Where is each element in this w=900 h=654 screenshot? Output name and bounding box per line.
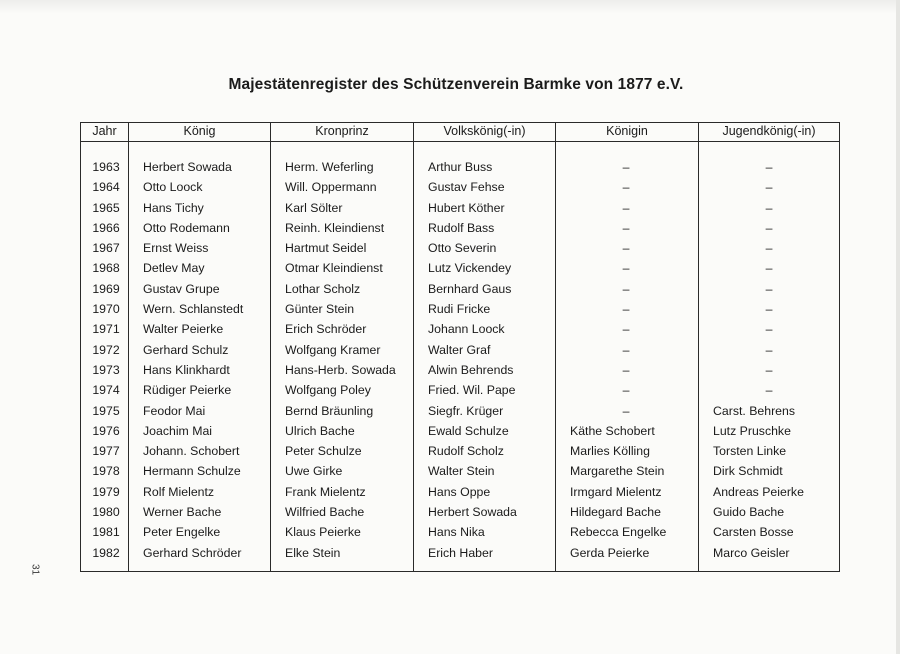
cell-jugendkoenig: Carst. Behrens [713,403,796,418]
table-row [81,522,839,542]
cell-koenigin: – [622,281,630,296]
cell-kronprinz: Will. Oppermann [285,180,377,195]
cell-koenig: Otto Loock [143,180,203,195]
cell-koenigin: Rebecca Engelke [570,525,667,540]
cell-koenigin: – [622,403,630,418]
cell-jahr: 1964 [92,180,120,195]
cell-kronprinz: Lothar Scholz [285,281,361,296]
cell-jahr: 1975 [92,403,120,418]
cell-koenig: Hermann Schulze [143,464,241,479]
cell-volkskoenig: Rudolf Bass [428,220,495,235]
cell-jahr: 1974 [92,383,120,398]
cell-kronprinz: Otmar Kleindienst [285,261,383,276]
table-row [81,340,839,360]
table-row [81,380,839,400]
cell-kronprinz: Hans-Herb. Sowada [285,362,396,377]
cell-volkskoenig: Fried. Wil. Pape [428,383,516,398]
cell-volkskoenig: Ewald Schulze [428,423,509,438]
cell-koenig: Walter Peierke [143,322,224,337]
cell-koenigin: Hildegard Bache [570,505,661,520]
cell-jahr: 1970 [92,302,120,317]
cell-jugendkoenig: Marco Geisler [713,545,790,560]
cell-jahr: 1973 [92,362,120,377]
document-title: Majestätenregister des Schützenverein Barmke von 1877 e.V. [228,76,684,93]
cell-kronprinz: Erich Schröder [285,322,367,337]
cell-koenig: Gustav Grupe [143,281,220,296]
cell-koenig: Herbert Sowada [143,160,232,174]
cell-koenigin: – [622,383,630,398]
table-row [81,441,839,461]
cell-koenigin: – [622,180,630,195]
table-row [81,198,839,218]
cell-jahr: 1979 [92,484,120,499]
cell-koenig: Gerhard Schulz [143,342,229,357]
table-row [81,279,839,299]
column-header-kronprinz: Kronprinz [315,124,369,138]
cell-kronprinz: Wolfgang Kramer [285,342,381,357]
cell-volkskoenig: Erich Haber [428,545,493,560]
cell-jahr: 1963 [92,160,120,174]
cell-jahr: 1981 [92,525,120,540]
cell-jahr: 1965 [92,200,120,215]
column-header-jahr: Jahr [92,124,117,138]
cell-jugendkoenig: Guido Bache [713,505,785,520]
cell-koenig: Rolf Mielentz [143,484,215,499]
majestaeten-register-table [80,122,840,572]
cell-kronprinz: Herm. Weferling [285,160,374,174]
cell-volkskoenig: Arthur Buss [428,160,493,174]
cell-kronprinz: Günter Stein [285,302,355,317]
cell-jugendkoenig: – [765,281,773,296]
cell-koenigin: Irmgard Mielentz [570,484,662,499]
header-divider [81,141,839,142]
cell-jugendkoenig: Dirk Schmidt [713,464,783,479]
cell-jugendkoenig: – [765,383,773,398]
cell-jahr: 1966 [92,220,120,235]
cell-volkskoenig: Siegfr. Krüger [428,403,504,418]
cell-jugendkoenig: – [765,180,773,195]
cell-jugendkoenig: – [765,322,773,337]
cell-kronprinz: Wilfried Bache [285,505,365,520]
cell-jugendkoenig: – [765,241,773,256]
column-header-koenig: König [183,124,216,138]
cell-koenig: Wern. Schlanstedt [143,302,244,317]
cell-jugendkoenig: – [765,362,773,377]
cell-kronprinz: Frank Mielentz [285,484,366,499]
cell-jahr: 1968 [92,261,120,276]
cell-kronprinz: Bernd Bräunling [285,403,374,418]
cell-jahr: 1978 [92,464,120,479]
page-right-edge [896,0,900,654]
cell-jugendkoenig: – [765,261,773,276]
cell-jahr: 1976 [92,423,120,438]
cell-kronprinz: Klaus Peierke [285,525,361,540]
cell-kronprinz: Peter Schulze [285,444,362,459]
cell-jugendkoenig: Carsten Bosse [713,525,794,540]
cell-jahr: 1969 [92,281,120,296]
cell-koenig: Detlev May [143,261,205,276]
cell-volkskoenig: Hans Nika [428,525,485,540]
table-row [81,502,839,522]
cell-koenig: Feodor Mai [143,403,206,418]
cell-volkskoenig: Herbert Sowada [428,505,517,520]
cell-volkskoenig: Bernhard Gaus [428,281,512,296]
table-body [81,157,839,563]
cell-volkskoenig: Lutz Vickendey [428,261,512,276]
column-header-jugendkoenig: Jugendkönig(-in) [722,124,816,138]
table-row [81,177,839,197]
cell-koenig: Otto Rodemann [143,220,230,235]
cell-kronprinz: Karl Sölter [285,200,343,215]
table-row [81,360,839,380]
table-row [81,421,839,441]
cell-jugendkoenig: Lutz Pruschke [713,423,791,438]
cell-koenigin: Käthe Schobert [570,423,655,438]
cell-volkskoenig: Otto Severin [428,241,497,256]
cell-koenigin: – [622,362,630,377]
cell-koenig: Peter Engelke [143,525,221,540]
cell-jugendkoenig: – [765,342,773,357]
cell-volkskoenig: Hans Oppe [428,484,491,499]
cell-koenigin: – [622,261,630,276]
cell-volkskoenig: Gustav Fehse [428,180,505,195]
cell-jahr: 1971 [92,322,120,337]
cell-koenigin: – [622,160,630,174]
cell-koenigin: – [622,342,630,357]
table-row [81,218,839,238]
table-row [81,319,839,339]
column-header-volkskoenig: Volkskönig(-in) [443,124,526,138]
cell-koenigin: – [622,322,630,337]
cell-volkskoenig: Hubert Köther [428,200,505,215]
cell-jugendkoenig: – [765,220,773,235]
cell-volkskoenig: Rudi Fricke [428,302,491,317]
cell-koenig: Werner Bache [143,505,222,520]
table-row [81,157,839,177]
table-row [81,461,839,481]
cell-kronprinz: Reinh. Kleindienst [285,220,385,235]
cell-koenigin: Margarethe Stein [570,464,665,479]
table-header-row [81,123,839,141]
cell-kronprinz: Elke Stein [285,545,341,560]
cell-jugendkoenig: – [765,302,773,317]
cell-koenigin: Gerda Peierke [570,545,650,560]
cell-kronprinz: Wolfgang Poley [285,383,371,398]
cell-koenig: Hans Tichy [143,200,204,215]
cell-koenigin: – [622,241,630,256]
cell-jahr: 1980 [92,505,120,520]
cell-koenig: Johann. Schobert [143,444,240,459]
cell-volkskoenig: Walter Graf [428,342,491,357]
cell-jugendkoenig: – [765,160,773,174]
cell-koenig: Hans Klinkhardt [143,362,230,377]
cell-koenigin: – [622,220,630,235]
cell-jahr: 1967 [92,241,120,256]
cell-koenigin: – [622,200,630,215]
page-top-edge [0,0,900,14]
table-row [81,482,839,502]
column-header-koenigin: Königin [606,124,648,138]
table-row [81,401,839,421]
cell-volkskoenig: Walter Stein [428,464,495,479]
cell-jahr: 1977 [92,444,120,459]
cell-koenig: Gerhard Schröder [143,545,242,560]
cell-koenig: Ernst Weiss [143,241,209,256]
cell-volkskoenig: Rudolf Scholz [428,444,504,459]
cell-jahr: 1972 [92,342,120,357]
cell-kronprinz: Ulrich Bache [285,423,355,438]
page-number: 31 [29,563,41,576]
cell-jahr: 1982 [92,545,120,560]
cell-koenigin: – [622,302,630,317]
cell-koenigin: Marlies Kölling [570,444,650,459]
cell-jugendkoenig: – [765,200,773,215]
cell-volkskoenig: Johann Loock [428,322,505,337]
cell-kronprinz: Uwe Girke [285,464,343,479]
table-row [81,238,839,258]
table-row [81,258,839,278]
table-row [81,299,839,319]
cell-jugendkoenig: Torsten Linke [713,444,787,459]
cell-volkskoenig: Alwin Behrends [428,362,514,377]
cell-jugendkoenig: Andreas Peierke [713,484,804,499]
cell-kronprinz: Hartmut Seidel [285,241,367,256]
cell-koenig: Rüdiger Peierke [143,383,232,398]
cell-koenig: Joachim Mai [143,423,213,438]
table-row [81,543,839,563]
